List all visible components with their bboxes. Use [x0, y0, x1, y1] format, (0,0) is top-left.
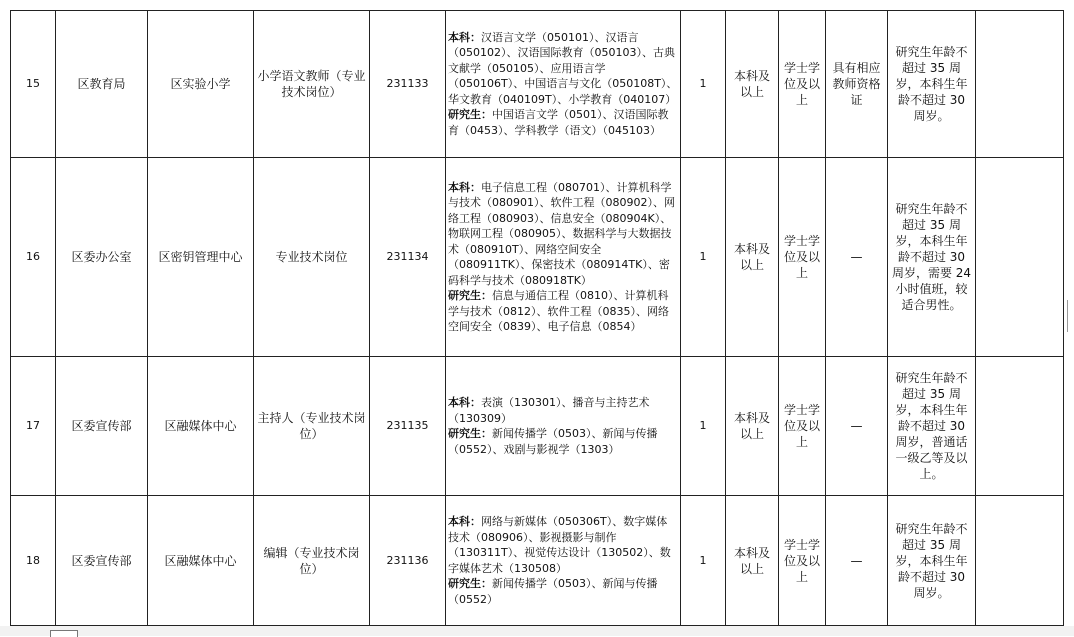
cell-position: 主持人（专业技术岗位）: [254, 357, 370, 496]
cell-degree: 学士学位及以上: [779, 11, 826, 158]
cell-department: 区委宣传部: [56, 496, 148, 626]
major-label: 研究生：: [448, 108, 492, 122]
scroll-edge-mark: [1067, 300, 1074, 332]
cell-count: 1: [681, 496, 726, 626]
cell-other-requirement: —: [826, 357, 888, 496]
cell-other-requirement: —: [826, 496, 888, 626]
cell-seq: 18: [11, 496, 56, 626]
cell-seq: 16: [11, 158, 56, 357]
major-label: 本科：: [448, 515, 481, 528]
cell-major: [446, 11, 681, 158]
major-block: [448, 576, 678, 607]
cell-position-code: 231136: [370, 496, 446, 626]
major-block: [448, 288, 678, 335]
major-label: 研究生：: [448, 577, 492, 590]
major-block: [448, 395, 678, 426]
cell-position-code: 231135: [370, 357, 446, 496]
cell-unit: 区融媒体中心: [148, 496, 254, 626]
major-block: [448, 426, 678, 457]
recruitment-table: [10, 10, 1064, 626]
table-body: [11, 11, 1064, 626]
major-text: 中国语言文学（0501）、汉语国际教育（0453）、学科教学（语文）（045103）: [448, 108, 669, 137]
cell-department: 区教育局: [56, 11, 148, 158]
cell-department: 区委办公室: [56, 158, 148, 357]
cell-unit: 区密钥管理中心: [148, 158, 254, 357]
cell-note: 研究生年龄不超过 35 周岁，本科生年龄不超过 30 周岁。: [888, 11, 976, 158]
cell-count: 1: [681, 158, 726, 357]
major-block: [448, 30, 678, 108]
cell-position: 编辑（专业技术岗位）: [254, 496, 370, 626]
cell-extra: [976, 11, 1064, 158]
major-label: 本科：: [448, 396, 481, 409]
cell-extra: [976, 496, 1064, 626]
cell-extra: [976, 158, 1064, 357]
cell-major: [446, 357, 681, 496]
cell-seq: 15: [11, 11, 56, 158]
major-block: [448, 180, 678, 289]
cell-degree: 学士学位及以上: [779, 496, 826, 626]
table-row: [11, 357, 1064, 496]
cell-note: 研究生年龄不超过 35 周岁，本科生年龄不超过 30 周岁，需要 24 小时值班，较适合男性。: [888, 158, 976, 357]
cell-major: [446, 158, 681, 357]
table-row: [11, 496, 1064, 626]
cell-unit: 区融媒体中心: [148, 357, 254, 496]
cell-seq: 17: [11, 357, 56, 496]
major-text: 汉语言文学（050101）、汉语言（050102）、汉语国际教育（050103）、古典文献学（050105）、应用语言学（050106T）、中国语言与文化（050108T）、华文教育（040109T）、小学教育（040107）: [448, 30, 678, 106]
major-text: 新闻传播学（0503）、新闻与传播（0552）: [448, 577, 658, 606]
cell-position-code: 231134: [370, 158, 446, 357]
major-label: 本科：: [448, 180, 481, 194]
cell-degree: 学士学位及以上: [779, 357, 826, 496]
cell-major: [446, 496, 681, 626]
major-text: 网络与新媒体（050306T）、数字媒体技术（080906）、影视摄影与制作（130311T）、视觉传达设计（130502）、数字媒体艺术（130508）: [448, 515, 671, 575]
cell-degree: 学士学位及以上: [779, 158, 826, 357]
cell-extra: [976, 357, 1064, 496]
major-label: 研究生：: [448, 427, 492, 440]
cell-count: 1: [681, 11, 726, 158]
cell-education: 本科及以上: [726, 357, 779, 496]
cell-department: 区委宣传部: [56, 357, 148, 496]
cell-education: 本科及以上: [726, 11, 779, 158]
cell-other-requirement: —: [826, 158, 888, 357]
table-row: [11, 11, 1064, 158]
major-label: 研究生：: [448, 289, 492, 302]
cell-position: 专业技术岗位: [254, 158, 370, 357]
major-text: 新闻传播学（0503）、新闻与传播（0552）、戏剧与影视学（1303）: [448, 427, 658, 456]
table-row: [11, 158, 1064, 357]
cell-position: 小学语文教师（专业技术岗位）: [254, 11, 370, 158]
cell-education: 本科及以上: [726, 158, 779, 357]
cell-note: 研究生年龄不超过 35 周岁，本科生年龄不超过 30 周岁。: [888, 496, 976, 626]
major-text: 电子信息工程（080701）、计算机科学与技术（080901）、软件工程（080902）、网络工程（080903）、信息安全（080904K）、物联网工程（080905）、数据科学与大数据技术（080910T）、网络空间安全（080911TK）、保密技术（080914TK）、密码科学与技术（080918TK）: [448, 180, 675, 287]
cell-education: 本科及以上: [726, 496, 779, 626]
cell-count: 1: [681, 357, 726, 496]
cell-position-code: 231133: [370, 11, 446, 158]
major-block: [448, 107, 678, 138]
major-text: 信息与通信工程（0810）、计算机科学与技术（0812）、软件工程（0835）、网络空间安全（0839）、电子信息（0854）: [448, 289, 669, 333]
page-bottom-strip: [0, 626, 1074, 636]
major-label: 本科：: [448, 30, 481, 44]
cell-other-requirement: 具有相应教师资格证: [826, 11, 888, 158]
cell-unit: 区实验小学: [148, 11, 254, 158]
major-block: [448, 514, 678, 576]
cell-note: 研究生年龄不超过 35 周岁，本科生年龄不超过 30 周岁，普通话一级乙等及以上。: [888, 357, 976, 496]
major-text: 表演（130301）、播音与主持艺术（130309）: [448, 396, 650, 425]
